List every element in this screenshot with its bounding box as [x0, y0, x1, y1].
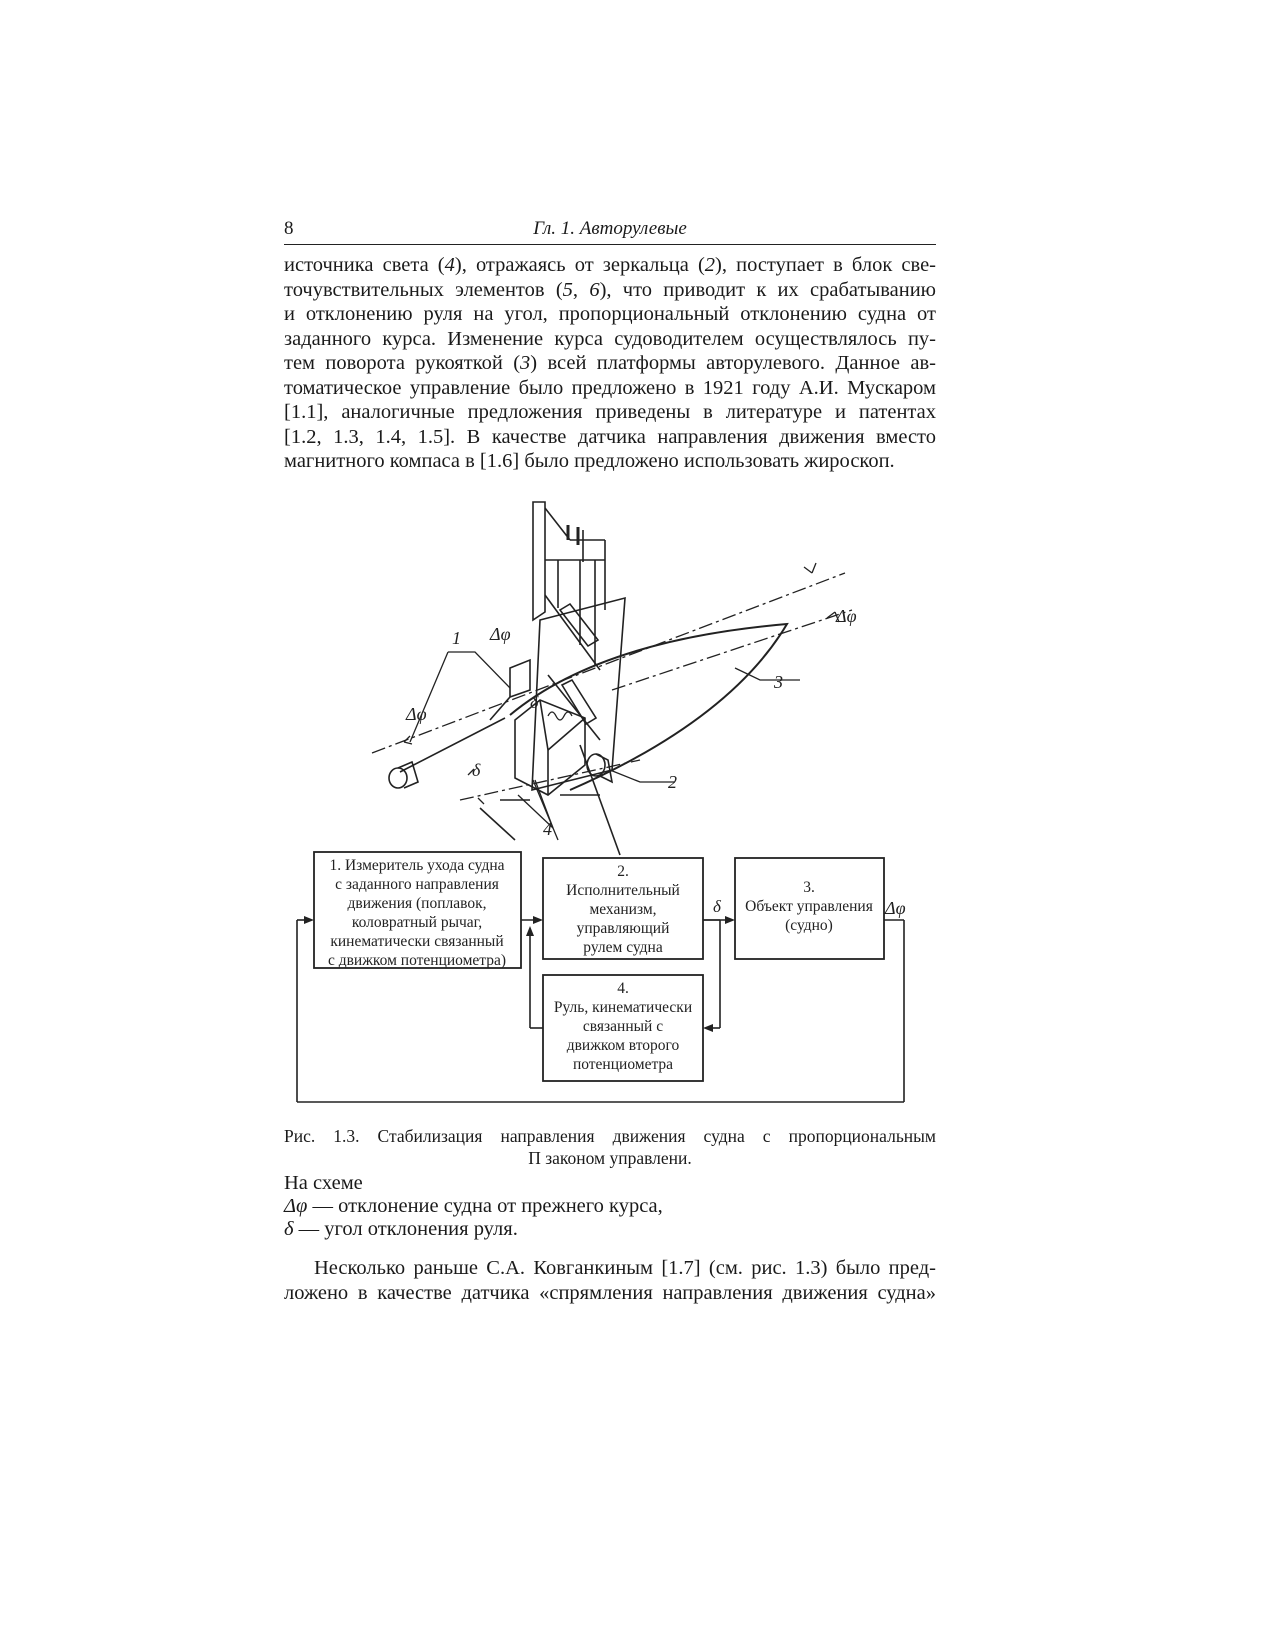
- delta-center: δ: [530, 692, 539, 712]
- block-4-text: [554, 980, 692, 1073]
- block-4-line: потенциометра: [572, 1056, 674, 1073]
- text-line: [1.1], аналогичные предложения приведены в литературе и патентах: [284, 401, 936, 423]
- caption-line-1: Рис. 1.3. Стабилизация направления движения судна с пропорциональным: [284, 1126, 936, 1146]
- delta-phi-top: Δφ: [490, 624, 511, 644]
- legend: [284, 1172, 936, 1241]
- block-2-text: [566, 863, 680, 956]
- legend-item: δ — угол отклонения руля.: [284, 1218, 518, 1240]
- hull-outline: [510, 624, 787, 790]
- block-1-line: с заданного направления: [335, 876, 499, 893]
- block-1-line: коловратный рычаг,: [351, 914, 483, 931]
- text-line: источника света (4), отражаясь от зеркальца (2), поступает в блок све-: [284, 254, 936, 276]
- legend-intro: На схеме: [284, 1172, 363, 1194]
- rudder-wave: [548, 712, 572, 720]
- block-2-line: Исполнительный: [566, 882, 680, 899]
- delta-left: δ: [472, 760, 481, 780]
- ship-drawing: [372, 502, 857, 855]
- block-1-line: движения (поплавок,: [347, 895, 487, 912]
- block-3-line: 3.: [803, 879, 815, 896]
- text-line: [1.2, 1.3, 1.4, 1.5]. В качестве датчика направления движения вместо: [284, 425, 936, 448]
- platform-plane: [532, 598, 625, 790]
- text-line: Несколько раньше С.А. Ковганкиным [1.7] (см. рис. 1.3) было пред-: [314, 1257, 936, 1279]
- text-line: магнитного компаса в [1.6] было предложено использовать жироскоп.: [284, 450, 895, 472]
- drawing-label-4: 4: [543, 819, 552, 839]
- leader-1: [448, 652, 510, 688]
- paragraph-2: [284, 1256, 936, 1305]
- drawing-label-3: 3: [774, 672, 783, 692]
- block-3-line: (судно): [785, 917, 833, 934]
- delta-phi-left: Δφ: [406, 704, 427, 724]
- block-2-line: 2.: [617, 863, 629, 880]
- block-2-line: механизм,: [589, 901, 657, 918]
- potentiometer-lower: [548, 675, 600, 740]
- text-line: точувствительных элементов (5, 6), что приводит к их срабатыванию: [284, 278, 936, 301]
- course-axis: [612, 610, 852, 690]
- block-2-line: управляющий: [576, 920, 670, 937]
- cylinder-light-source: [389, 762, 418, 788]
- text-line: томатическое управление было предложено в 1921 году А.И. Мускаром: [284, 376, 936, 399]
- block-3-line: Объект управления: [745, 898, 873, 915]
- text-line: и отклонению руля на угол, пропорциональный отклонению судна от: [284, 303, 936, 325]
- block-2-line: рулем судна: [583, 939, 663, 956]
- signal-output: Δφ: [885, 898, 906, 918]
- drawing-label-1: 1: [452, 628, 461, 648]
- page-number: 8: [284, 218, 294, 239]
- text-line: ложено в качестве датчика «спрямления направления движения судна»: [284, 1281, 936, 1304]
- figure-caption: [284, 1125, 936, 1169]
- text-line: заданного курса. Изменение курса судоводителем осуществлялось пу-: [284, 327, 936, 350]
- signal-delta: δ: [713, 897, 721, 916]
- block-4-line: 4.: [617, 980, 629, 997]
- block-diagram: [297, 852, 906, 1102]
- block-1-line: с движком потенциометра): [327, 952, 507, 969]
- drawing-label-2: 2: [668, 772, 677, 792]
- text-line: тем поворота рукояткой (3) всей платформы авторулевого. Данное ав-: [284, 352, 936, 374]
- steering-handle: [510, 660, 530, 697]
- block-4-line: Руль, кинематически: [553, 999, 693, 1016]
- block-1-text: [328, 857, 506, 969]
- caption-line-2: П законом управлени.: [528, 1148, 692, 1168]
- battery-plate: [533, 502, 545, 620]
- block-1-line: 1. Измеритель ухода судна: [329, 857, 505, 874]
- block-3-text: [745, 879, 873, 934]
- cylinder-mirror: [587, 754, 612, 782]
- block-1-line: кинематически связанный: [330, 933, 504, 950]
- block-4-line: связанный с: [582, 1018, 664, 1035]
- delta-phi-right: Δφ: [836, 606, 857, 626]
- leader-2: [610, 770, 675, 782]
- running-title: Гл. 1. Авторулевые: [533, 218, 687, 239]
- block-4-line: движком второго: [566, 1037, 680, 1054]
- legend-item: Δφ — отклонение судна от прежнего курса,: [284, 1195, 663, 1217]
